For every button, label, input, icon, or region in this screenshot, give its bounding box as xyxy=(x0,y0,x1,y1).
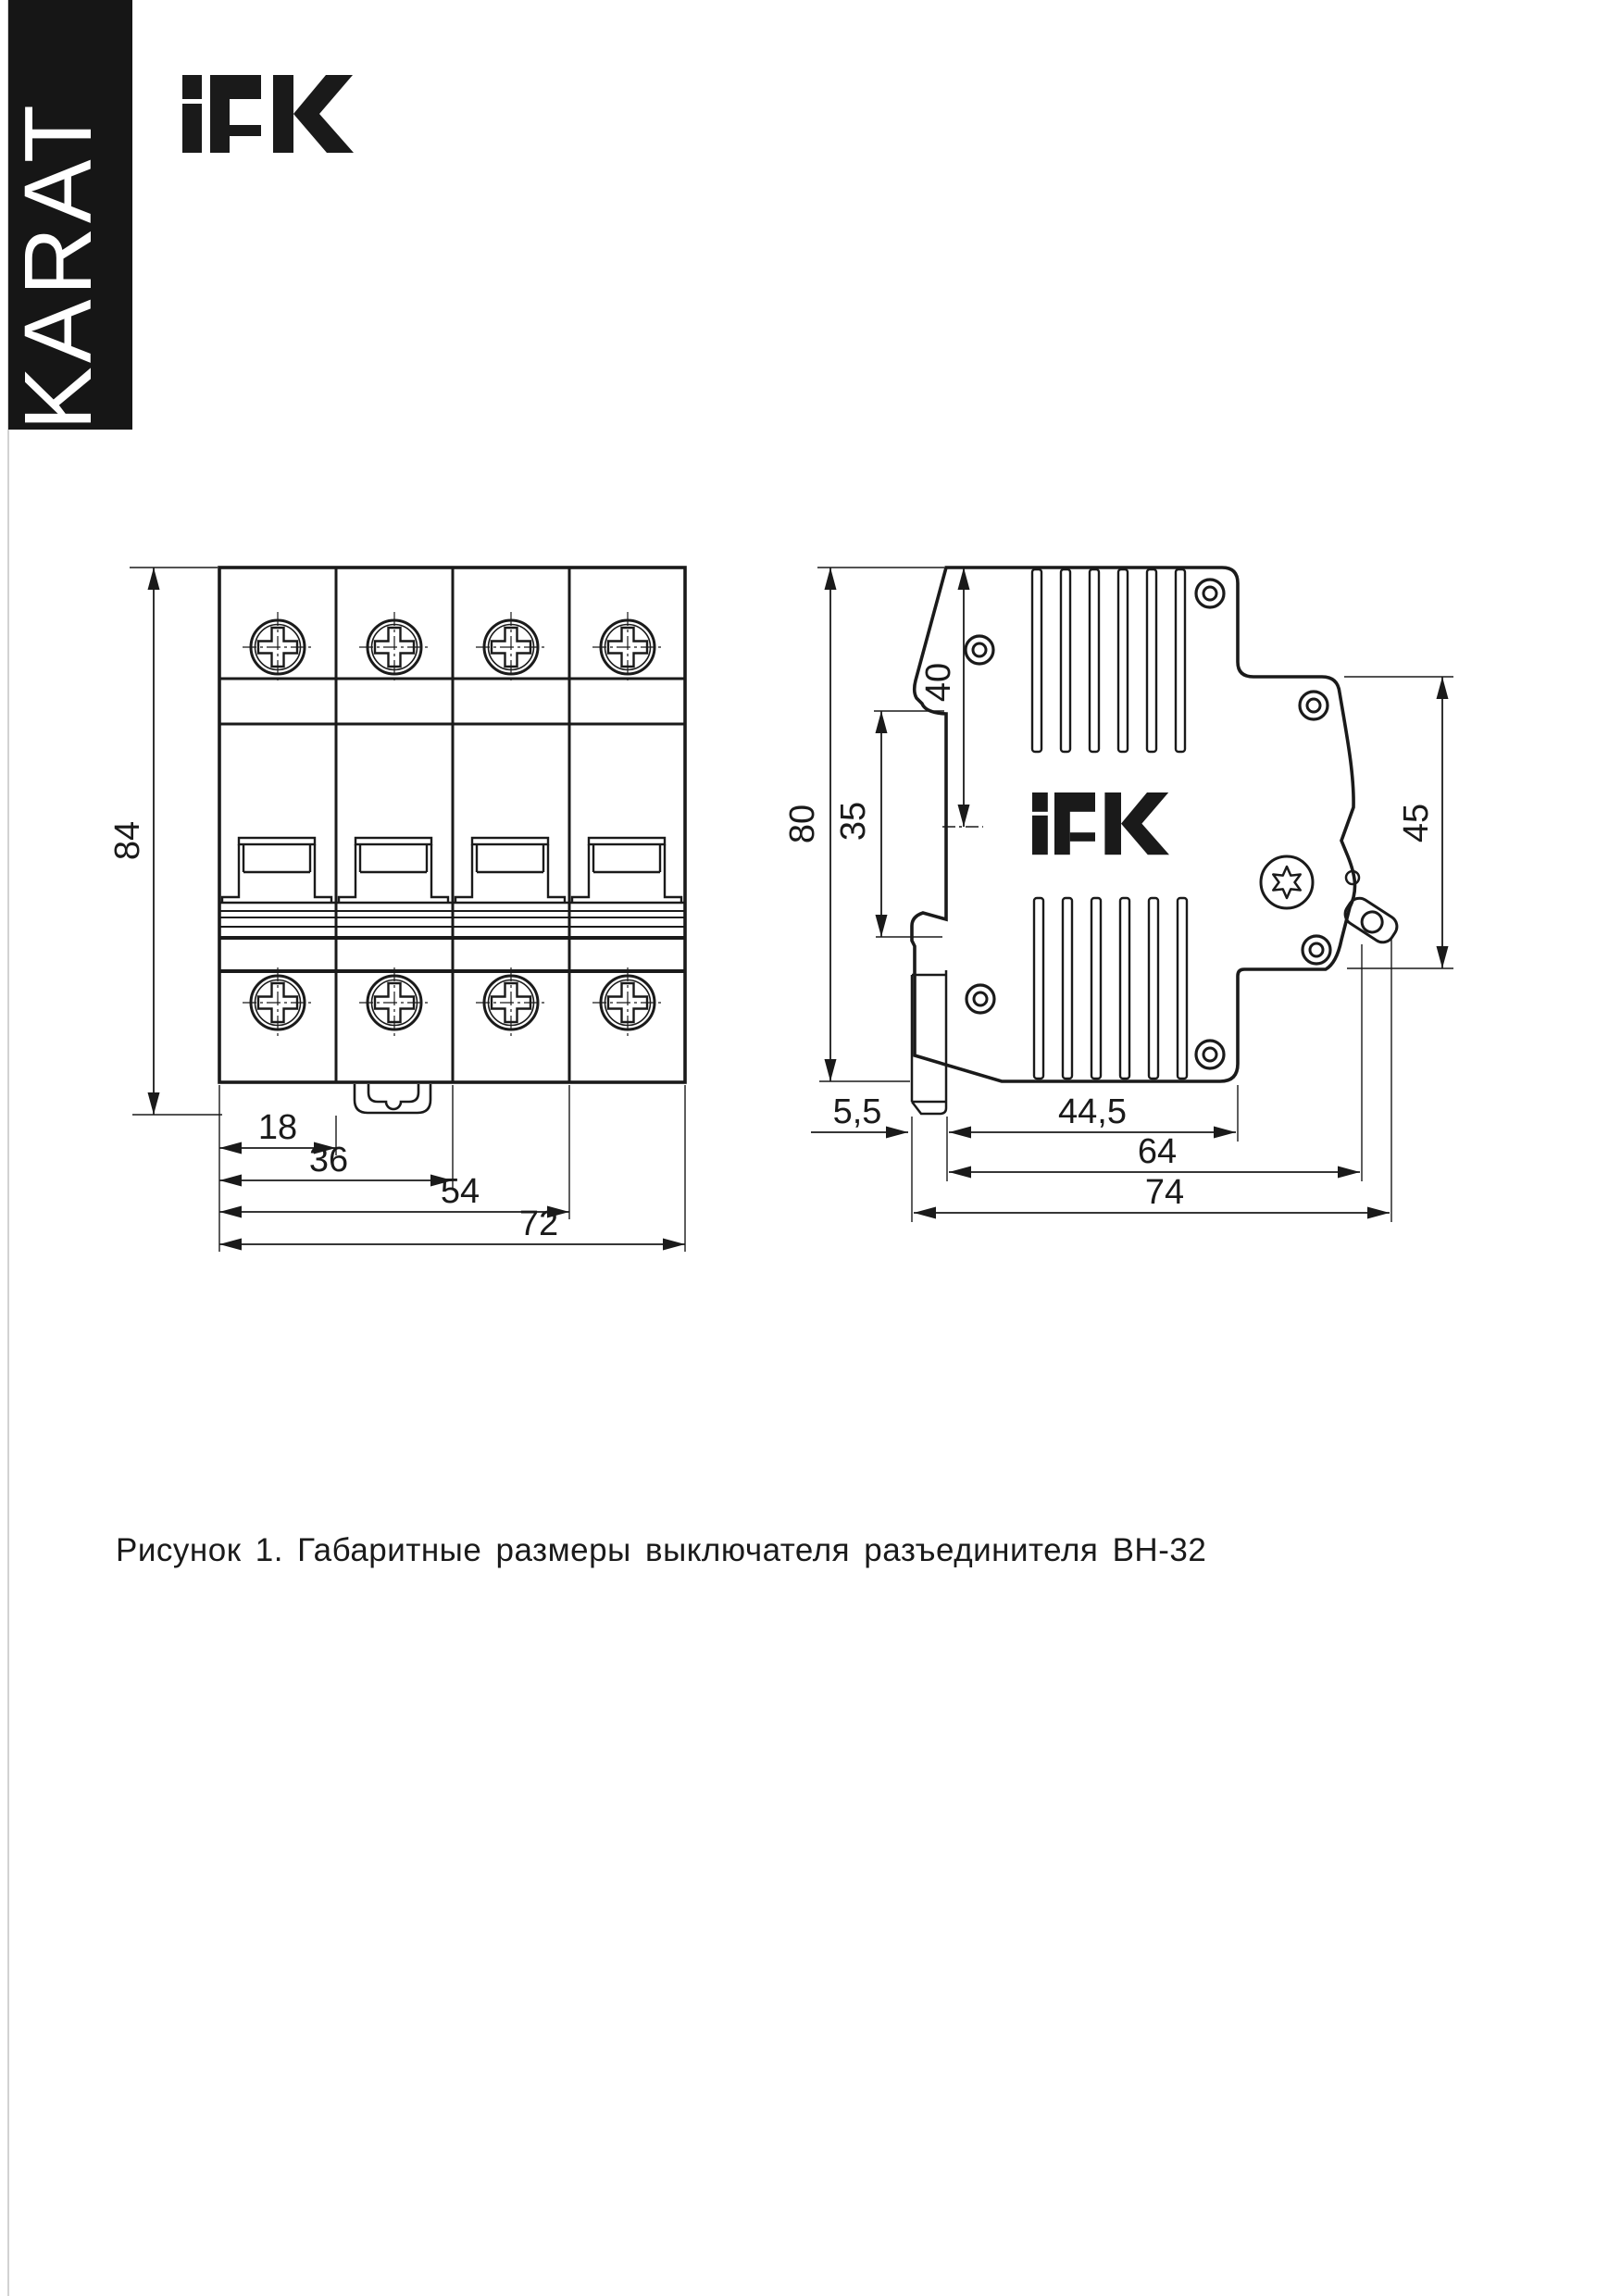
terminal-screw-icon xyxy=(359,967,430,1038)
rivet-boss-icon xyxy=(1196,580,1224,607)
terminal-screw-icon xyxy=(592,612,663,682)
terminal-screw-icon xyxy=(359,612,430,682)
dim-label-18: 18 xyxy=(257,1108,298,1147)
terminal-screw-icon xyxy=(243,967,313,1038)
rivet-boss-icon xyxy=(966,985,994,1013)
toggle-pole-3 xyxy=(455,838,565,903)
din-clip-front xyxy=(355,1084,430,1113)
din-clip-side xyxy=(912,970,946,1114)
iek-logo-icon xyxy=(182,75,354,153)
dim-label-36: 36 xyxy=(308,1141,349,1179)
contact-lug xyxy=(1341,894,1402,947)
terminal-screw-icon xyxy=(243,612,313,682)
dim-label-80: 80 xyxy=(783,804,822,844)
dim-label-5-5: 5,5 xyxy=(832,1092,882,1131)
banner-label: KARAT xyxy=(5,101,111,430)
rivet-boss-icon xyxy=(1196,1041,1224,1068)
front-view-drawing xyxy=(219,568,685,1113)
dim-label-74: 74 xyxy=(1144,1173,1185,1212)
figure-caption: Рисунок 1. Габаритные размеры выключателя разъединителя ВН-32 xyxy=(116,1532,1207,1568)
dim-label-84: 84 xyxy=(108,820,147,861)
rivet-boss-icon xyxy=(1300,692,1328,719)
dim-label-64: 64 xyxy=(1137,1132,1178,1171)
terminal-screw-icon xyxy=(476,967,546,1038)
vent-slots-bottom xyxy=(1034,898,1187,1079)
dim-label-35: 35 xyxy=(834,801,873,842)
side-view-dimensions xyxy=(811,568,1453,1222)
rivet-boss-icon xyxy=(1303,936,1330,964)
toggle-pole-4 xyxy=(572,838,681,903)
toggle-pole-1 xyxy=(222,838,331,903)
dim-label-44-5: 44,5 xyxy=(1058,1092,1127,1131)
iek-logo-embossed xyxy=(1032,792,1169,855)
karat-banner xyxy=(5,0,132,430)
dim-label-40: 40 xyxy=(919,662,958,703)
terminal-screw-icon xyxy=(476,612,546,682)
terminal-screw-icon xyxy=(592,967,663,1038)
dim-label-54: 54 xyxy=(440,1172,480,1211)
side-view-drawing xyxy=(912,568,1401,1114)
dim-label-72: 72 xyxy=(518,1204,559,1243)
vent-slots-top xyxy=(1032,569,1185,752)
torx-screw-icon xyxy=(1261,856,1313,908)
toggle-pole-2 xyxy=(339,838,448,903)
dim-label-45: 45 xyxy=(1397,803,1436,843)
rivet-boss-icon xyxy=(966,636,993,664)
